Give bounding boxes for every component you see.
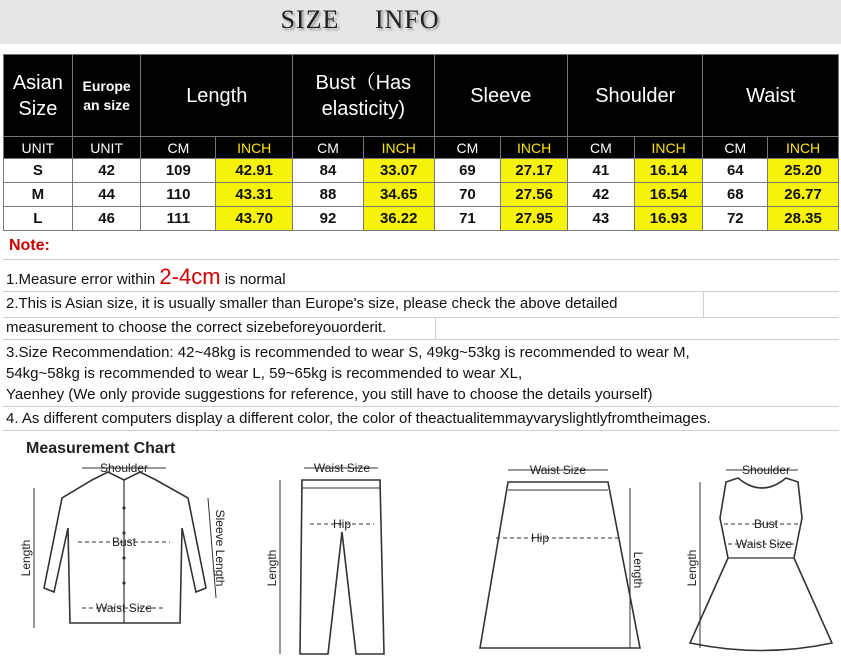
size-table	[3, 54, 839, 231]
table-cell: 16.54	[634, 183, 703, 207]
unit-cell: CM	[293, 137, 364, 159]
table-cell: 69	[434, 159, 501, 183]
unit-cell: INCH	[634, 137, 703, 159]
skirt-drawing	[480, 458, 650, 663]
note-3c: Yaenhey (We only provide suggestions for reference, you still have to choose the details yourself)	[6, 386, 653, 403]
note-1	[6, 264, 286, 290]
header-bust: Bust（Has elasticity)	[293, 55, 435, 137]
unit-cell: CM	[568, 137, 635, 159]
unit-cell: INCH	[501, 137, 568, 159]
divider	[3, 317, 839, 318]
table-cell: 42.91	[216, 159, 293, 183]
divider	[3, 291, 839, 292]
table-cell: 27.56	[501, 183, 568, 207]
table-cell: 44	[72, 183, 141, 207]
note-2a: 2.This is Asian size, it is usually smaller than Europe's size, please check the above detailed	[6, 295, 618, 312]
table-cell: 92	[293, 207, 364, 231]
table-cell: 64	[703, 159, 768, 183]
title-bar	[0, 0, 841, 44]
dress-diagram	[682, 458, 838, 663]
divider	[703, 291, 704, 317]
note-2b: measurement to choose the correct sizebeforeyouorderit.	[6, 319, 387, 336]
unit-cell: CM	[141, 137, 216, 159]
table-cell: 27.17	[501, 159, 568, 183]
note-1-tail: is normal	[220, 271, 286, 288]
header-length: Length	[141, 55, 293, 137]
divider	[3, 430, 839, 431]
shirt-diagram	[20, 458, 225, 663]
note-title: Note:	[9, 237, 50, 254]
unit-cell: UNIT	[4, 137, 73, 159]
table-cell: 28.35	[768, 207, 839, 231]
pants-length-label: Length	[265, 549, 279, 587]
table-cell: 110	[141, 183, 216, 207]
dress-waist-label: Waist Size	[735, 537, 793, 551]
unit-cell: CM	[434, 137, 501, 159]
unit-cell: CM	[703, 137, 768, 159]
table-cell: 36.22	[363, 207, 434, 231]
table-cell: 46	[72, 207, 141, 231]
table-cell: 27.95	[501, 207, 568, 231]
shirt-drawing	[20, 458, 225, 663]
table-cell: S	[4, 159, 73, 183]
table-cell: 43	[568, 207, 635, 231]
header-waist: Waist	[703, 55, 839, 137]
header-row	[4, 55, 839, 137]
table-cell: 109	[141, 159, 216, 183]
unit-cell: INCH	[363, 137, 434, 159]
header-shoulder: Shoulder	[568, 55, 703, 137]
dress-length-label: Length	[685, 549, 699, 587]
table-cell: 26.77	[768, 183, 839, 207]
unit-cell: UNIT	[72, 137, 141, 159]
shirt-waist-label: Waist Size	[95, 601, 153, 615]
table-cell: M	[4, 183, 73, 207]
table-cell: 16.14	[634, 159, 703, 183]
note-1-text: 1.Measure error within	[6, 271, 160, 288]
table-row	[4, 159, 839, 183]
header-europe-size: Europe an size	[72, 55, 141, 137]
divider	[3, 406, 839, 407]
page-title: SIZE INFO	[280, 5, 440, 34]
header-sleeve: Sleeve	[434, 55, 567, 137]
note-4: 4. As different computers display a different color, the color of theactualitemmayvaryslightlyfromtheimages.	[6, 410, 711, 427]
header-asian-size: Asian Size	[4, 55, 73, 137]
table-cell: 34.65	[363, 183, 434, 207]
shirt-shoulder-label: Shoulder	[99, 461, 149, 475]
table-cell: 42	[72, 159, 141, 183]
table-cell: 88	[293, 183, 364, 207]
table-cell: 68	[703, 183, 768, 207]
table-cell: 43.70	[216, 207, 293, 231]
pants-hip-label: Hip	[332, 517, 352, 531]
table-cell: 72	[703, 207, 768, 231]
divider	[435, 317, 436, 339]
pants-waist-label: Waist Size	[313, 461, 371, 475]
pants-diagram	[262, 458, 392, 663]
table-cell: 25.20	[768, 159, 839, 183]
divider	[3, 339, 839, 340]
table-cell: 41	[568, 159, 635, 183]
unit-cell: INCH	[768, 137, 839, 159]
note-1-highlight: 2-4cm	[159, 264, 221, 289]
table-cell: 33.07	[363, 159, 434, 183]
table-cell: 43.31	[216, 183, 293, 207]
shirt-length-label: Length	[19, 539, 33, 577]
note-3b: 54kg~58kg is recommended to wear L, 59~65kg is recommended to wear XL,	[6, 365, 523, 382]
table-cell: 84	[293, 159, 364, 183]
divider	[3, 259, 839, 260]
skirt-length-label: Length	[631, 551, 645, 589]
table-row	[4, 183, 839, 207]
table-cell: 16.93	[634, 207, 703, 231]
skirt-waist-label: Waist Size	[529, 463, 587, 477]
note-3a: 3.Size Recommendation: 42~48kg is recommended to wear S, 49kg~53kg is recommended to wear M,	[6, 344, 690, 361]
shirt-sleeve-label: Sleeve Length	[213, 509, 227, 587]
dress-bust-label: Bust	[753, 517, 779, 531]
skirt-hip-label: Hip	[530, 531, 550, 545]
shirt-bust-label: Bust	[111, 535, 137, 549]
table-cell: 70	[434, 183, 501, 207]
table-cell: 111	[141, 207, 216, 231]
table-cell: 42	[568, 183, 635, 207]
dress-drawing	[682, 458, 838, 663]
unit-cell: INCH	[216, 137, 293, 159]
pants-drawing	[262, 458, 392, 663]
table-cell: 71	[434, 207, 501, 231]
table-cell: L	[4, 207, 73, 231]
skirt-diagram	[480, 458, 650, 663]
measurement-chart-title: Measurement Chart	[26, 440, 176, 457]
table-row	[4, 207, 839, 231]
units-row	[4, 137, 839, 159]
dress-shoulder-label: Shoulder	[741, 463, 791, 477]
